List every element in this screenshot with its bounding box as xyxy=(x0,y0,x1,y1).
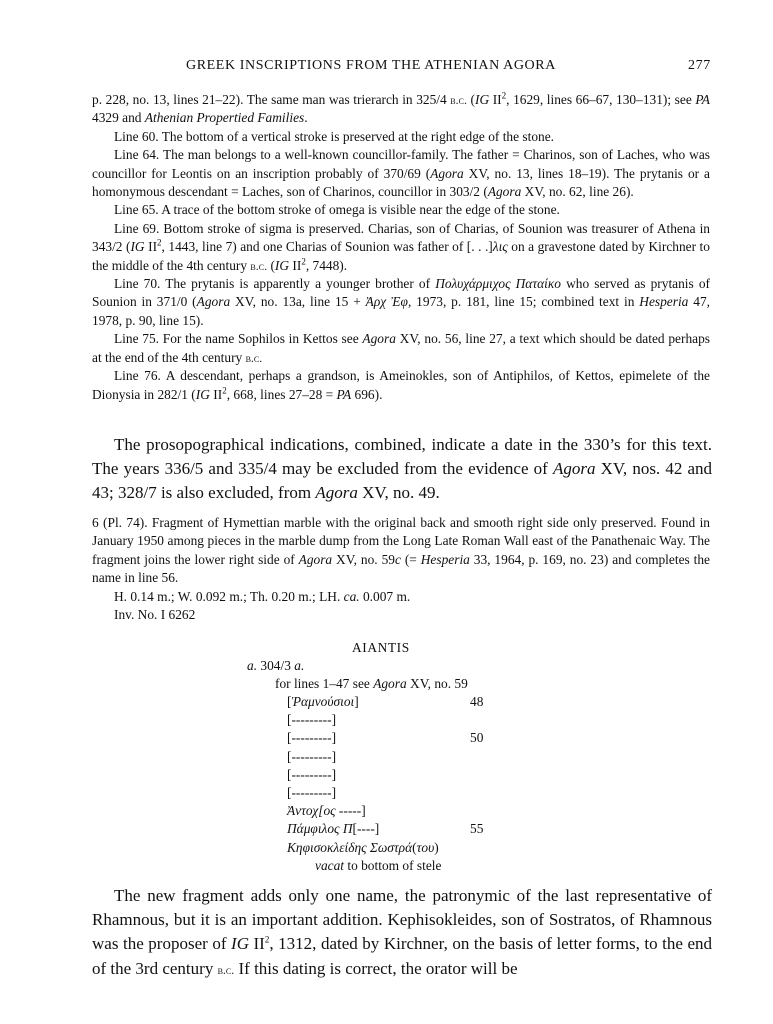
text-run: Agora xyxy=(487,184,522,200)
text-run: Agora xyxy=(196,294,231,310)
text-run: II xyxy=(144,239,158,255)
text-run: Πολυχάρμιχος Παταίκο xyxy=(435,276,561,292)
text-run: Line 76. A descendant, perhaps a grandson, is Ameinokles, son of Antiphilos, of Kettos, epimelete of the Dionysia in 282/1 ( xyxy=(92,368,710,402)
inscription-line xyxy=(287,711,336,729)
text-run: [----] xyxy=(352,821,380,837)
entry-inventory: Inv. No. I 6262 xyxy=(114,607,196,623)
text-run: a. xyxy=(294,658,305,673)
text-run: Agora xyxy=(315,483,358,503)
text-run: [---------] xyxy=(287,748,337,764)
text-run: PA xyxy=(695,92,710,107)
inscription-line xyxy=(287,748,336,766)
text-run: 304/3 xyxy=(257,658,295,673)
text-run: Line 65. A trace of the bottom stroke of omega is visible near the edge of the stone. xyxy=(114,202,560,218)
text-run: Line 64. The man belongs to a well-known councillor-family. The father = Charinos, son of Laches, who was councillor for Leontis on an inscription probably of 370/69 ( xyxy=(92,147,710,181)
text-run: [ xyxy=(287,694,292,709)
text-run: XV, no. 13, lines 18–19). The prytanis or a homonymous descendant = Laches, son of Charinos, councillor in 303/2 ( xyxy=(92,165,710,200)
text-run: XV, no. 59 xyxy=(406,676,468,691)
text-run: IG xyxy=(195,386,210,402)
line-number: 48 xyxy=(470,694,484,709)
text-run: Line 69. Bottom stroke of sigma is preserved. Charias, son of Charias, of Sounion was treasurer of Athena in 343/2 ( xyxy=(92,220,710,255)
text-run: to bottom of stele xyxy=(344,857,442,873)
text-run: Athenian Propertied Families xyxy=(144,110,305,126)
text-run: , 1629, lines 66–67, 130–131); see xyxy=(506,92,696,107)
text-run: PA xyxy=(336,386,352,402)
text-run: , 1973, p. 181, line 15; combined text in xyxy=(407,294,640,310)
entry-dimensions xyxy=(92,588,710,606)
text-run: who served as prytanis of Sounion in 371/0 ( xyxy=(92,276,711,310)
text-run: b.c. xyxy=(450,93,467,107)
inscription-line xyxy=(287,802,366,820)
catalogue-entry xyxy=(92,514,710,624)
text-run: ( xyxy=(466,92,475,107)
text-run: The new fragment adds only one name, the patronymic of the last representative of Rhamnous, but it is an important addition. Kephisokleides, son of Sostratos, of Rhamnous was the proposer of xyxy=(92,886,712,954)
text-run: XV, no. 62, line 26). xyxy=(521,184,634,200)
text-run: Agora xyxy=(362,331,396,347)
text-run: 2 xyxy=(157,237,162,248)
text-run: , 1312, dated by Kirchner, on the basis of letter forms, to the end of the 3rd century xyxy=(92,934,712,978)
closing-paragraph xyxy=(92,884,712,982)
text-run: If this dating is correct, the orator will be xyxy=(234,958,518,978)
closing-text xyxy=(92,884,712,982)
text-run: II xyxy=(209,386,223,402)
text-run: , 7448). xyxy=(305,257,348,273)
text-run: Agora xyxy=(373,676,407,691)
text-run: 2 xyxy=(501,90,507,101)
summary-text xyxy=(92,433,712,506)
text-run: Ἀντοχ[ος xyxy=(287,803,336,819)
note-paragraph xyxy=(92,275,710,330)
text-run: Agora xyxy=(298,551,333,567)
line-number: 55 xyxy=(470,821,484,837)
text-run: Agora xyxy=(552,459,596,479)
text-run: Ῥαμνούσιοι xyxy=(291,694,355,709)
text-run: 47, 1978, p. 90, line 15). xyxy=(92,294,710,328)
text-run: 2 xyxy=(301,256,306,267)
note-paragraph xyxy=(92,201,710,219)
inscription-heading: AIANTIS xyxy=(352,640,410,655)
text-run: [---------] xyxy=(287,766,337,782)
text-run: a. xyxy=(247,658,258,673)
text-run: 696). xyxy=(351,386,383,402)
text-run: Line 60. The bottom of a vertical stroke is preserved at the right edge of the stone. xyxy=(114,128,555,144)
text-run: II xyxy=(289,257,302,273)
text-run: H. 0.14 m.; W. 0.092 m.; Th. 0.20 m.; LH. xyxy=(114,588,344,604)
text-run: -----] xyxy=(335,803,366,819)
text-run: ] xyxy=(354,694,359,709)
text-run: ca. xyxy=(343,588,360,604)
text-run: [---------] xyxy=(287,712,337,728)
summary-paragraph xyxy=(92,433,712,506)
text-run: [---------] xyxy=(287,785,337,800)
inscription-line xyxy=(287,784,336,802)
text-run: [---------] xyxy=(287,730,337,746)
text-run: c xyxy=(394,551,401,567)
text-run: IG xyxy=(130,239,145,255)
running-title: GREEK INSCRIPTIONS FROM THE ATHENIAN AGORA xyxy=(186,58,556,73)
text-run: XV, nos. 42 and 43; 328/7 is also excluded, from xyxy=(92,459,712,503)
text-run: b.c. xyxy=(250,258,268,273)
note-paragraph xyxy=(92,330,710,367)
text-run: 2 xyxy=(222,385,227,396)
note-paragraph xyxy=(92,146,710,201)
text-run: Hesperia xyxy=(420,551,470,567)
text-run: ) xyxy=(434,839,439,855)
text-run: on a gravestone dated by Kirchner to the middle of the 4th century xyxy=(92,239,710,273)
text-run: Line 75. For the name Sophilos in Kettos see xyxy=(114,331,363,347)
inscription-reference xyxy=(275,675,468,693)
line-number: 50 xyxy=(470,730,484,746)
inscription-line xyxy=(287,693,359,711)
text-run: ( xyxy=(267,257,275,273)
text-run: vacat xyxy=(315,857,344,873)
text-run: II xyxy=(489,92,502,107)
text-run: ( xyxy=(412,839,417,855)
text-run: IG xyxy=(274,257,290,273)
text-run: Κηφισοκλείδης Σωστρά xyxy=(287,839,413,855)
inscription-line xyxy=(287,729,336,747)
text-run: 2 xyxy=(264,934,270,945)
text-run: p. 228, no. 13, lines 21–22). The same man was trierarch in 325/4 xyxy=(92,92,451,107)
text-run: Line 70. The prytanis is apparently a younger brother of xyxy=(114,276,436,292)
text-run: b.c. xyxy=(245,350,263,365)
text-run: b.c. xyxy=(217,962,235,977)
text-run: II xyxy=(248,934,265,954)
note-paragraph xyxy=(92,367,710,404)
text-run: 0.007 m. xyxy=(359,588,411,604)
note-paragraph xyxy=(92,220,710,275)
text-run: , 668, lines 27–28 = xyxy=(226,386,337,402)
inscription-line xyxy=(315,857,441,875)
text-run: XV, no. 56, line 27, a text which should be dated perhaps at the end of the 4th century xyxy=(92,331,710,365)
text-run: λις xyxy=(492,239,508,255)
text-run: , 1443, line 7) and one Charias of Sounion was father of [. . .] xyxy=(161,239,493,255)
text-run: . xyxy=(304,110,308,126)
text-run: 33, 1964, p. 169, no. 23) and completes the name in line 56. xyxy=(92,551,710,586)
note-paragraph xyxy=(92,128,710,146)
text-run: Agora xyxy=(430,165,464,181)
text-run: 6 (Pl. 74). Fragment of Hymettian marble with the original back and smooth right side only preserved. Found in January 1950 among pieces in the marble dump from the Long Late Roman Wall east of the Panathenaic Way. The fragment joins the lower right side of xyxy=(92,515,710,567)
text-run: Hesperia xyxy=(639,294,689,310)
text-run: for lines 1–47 see xyxy=(275,676,374,691)
text-run: IG xyxy=(231,934,249,954)
text-run: Ἀρχ Ἐφ xyxy=(365,294,408,310)
text-run: XV, no. 59 xyxy=(332,551,395,567)
text-run: (= xyxy=(400,551,421,567)
entry-description xyxy=(92,514,710,588)
text-run: The prosopographical indications, combined, indicate a date in the 330’s for this text. The years 336/5 and 335/4 may be excluded from the evidence of xyxy=(92,435,712,479)
inscription-line xyxy=(287,766,336,784)
inscription-date xyxy=(247,657,304,675)
page-number: 277 xyxy=(688,58,711,73)
inscription-line xyxy=(287,839,439,857)
text-run: IG xyxy=(475,92,490,107)
text-run: 4329 and xyxy=(92,110,145,126)
text-run: XV, no. 49. xyxy=(357,483,440,503)
text-run: του xyxy=(416,839,435,855)
text-run: XV, no. 13a, line 15 + xyxy=(230,294,366,310)
text-run: Πάμφιλος Π xyxy=(287,821,353,837)
inscription-line xyxy=(287,820,379,838)
commentary-notes xyxy=(92,91,710,404)
note-paragraph xyxy=(92,91,710,128)
